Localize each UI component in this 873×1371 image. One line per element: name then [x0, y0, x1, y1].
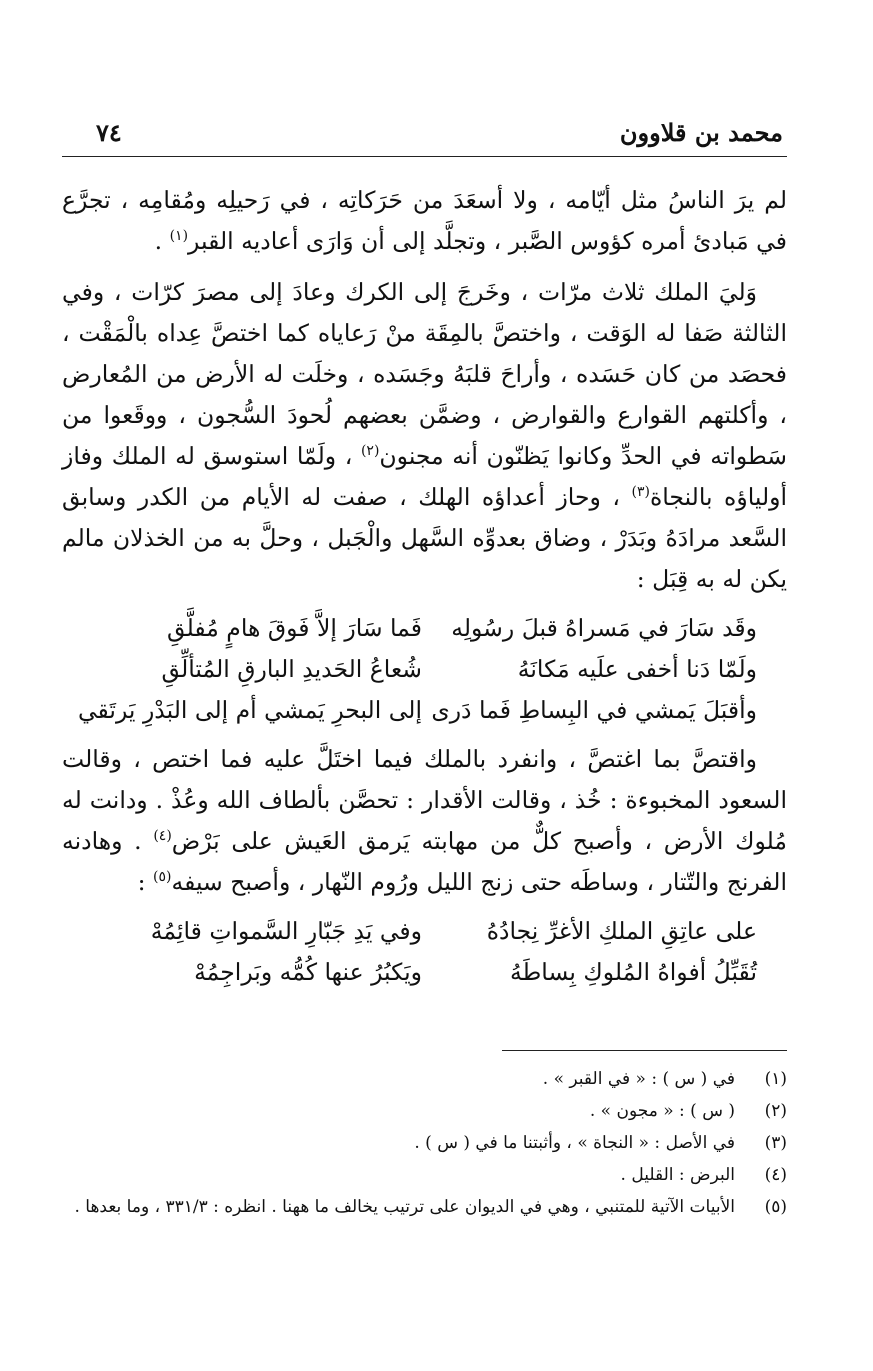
footnote-item	[62, 1095, 787, 1127]
verse-line	[62, 649, 787, 690]
footnote-marker-4[interactable]: (٤)	[153, 828, 172, 845]
main-text	[62, 180, 787, 1001]
paragraph-2-part-2: ، ولَمّا استوسق له الملك وفاز أولياؤه بالنجاة	[62, 442, 787, 511]
paragraph-2-part-3: ، وحاز أعداؤه الهلك ، صفت له الأيام من الكدر وسابق السَّعد مرادَهُ وبَدَرْ ، وضاق بعدوِّه السَّهل والْجَبل ، وحلَّ به من الخذلان مالم يكن له به قِبَل :	[62, 483, 787, 593]
footnote-marker-1[interactable]: (١)	[169, 228, 189, 245]
footnote-text: ( س ) : « مجون » .	[589, 1101, 735, 1121]
paragraph-3-part-3: :	[137, 868, 153, 896]
footnote-text: في ( س ) : « في القبر » .	[542, 1069, 735, 1089]
verse-line	[62, 911, 787, 952]
verse-first-hemistich: وقَد سَارَ في مَسراهُ قبلَ رسُولِه	[451, 614, 757, 642]
paragraph-2	[62, 272, 787, 600]
verse-first-hemistich: تُقَبِّلُ أفواهُ المُلوكِ بِساطَهُ	[509, 958, 757, 986]
verse-second-hemistich: ويَكبُرُ عنها كُمُّه وبَراجِمُهْ	[194, 958, 422, 986]
footnote-text: البرض : القليل .	[620, 1165, 735, 1185]
footnote-item	[62, 1063, 787, 1095]
footnote-number: (٣)	[764, 1133, 787, 1153]
footnote-item	[62, 1127, 787, 1159]
footnote-marker-5[interactable]: (٥)	[153, 869, 172, 886]
footnote-divider	[502, 1050, 787, 1051]
paragraph-3-part-1: واقتصَّ بما اغتصَّ ، وانفرد بالملك فيما اختَلَّ عليه فما اختص ، وقالت السعود المخبوءة : خُذ ، وقالت الأقدار : تحصَّن بألطاف الله وعُذْ . ودانت له مُلوك الأرض ، وأصبح كلٌّ من مهابته يَرمق العَيش على بَرْض	[62, 745, 788, 855]
page-number: ٧٤	[96, 118, 122, 147]
verse-second-hemistich: وفي يَدِ جَبّارِ السَّمواتِ قائِمُهْ	[150, 917, 422, 945]
paragraph-1-tail: .	[154, 227, 170, 255]
verse-second-hemistich: شُعاعُ الحَديدِ البارقِ المُتألِّقِ	[161, 655, 422, 683]
paragraph-1	[62, 180, 787, 262]
footnote-item	[62, 1191, 787, 1223]
poem-2	[62, 911, 787, 993]
footnote-text: في الأصل : « النجاة » ، وأثبتنا ما في ( س ) .	[414, 1133, 735, 1153]
verse-line	[62, 952, 787, 993]
footnote-number: (٢)	[764, 1101, 787, 1121]
verse-first-hemistich: ولَمّا دَنا أخفى علَيه مَكانَهُ	[517, 655, 757, 683]
poem-1	[62, 608, 787, 731]
verse-first-hemistich: على عاتِقِ الملكِ الأغرِّ نِجادُهُ	[486, 917, 757, 945]
footnote-number: (٤)	[764, 1165, 787, 1185]
footnote-marker-3[interactable]: (٣)	[631, 484, 650, 501]
running-title: محمد بن قلاوون	[619, 118, 783, 147]
paragraph-3-part-2: . وهادنه الفرنج والتّتار ، وساطَه حتى زنج الليل ورُوم النّهار ، وأصبح سيفه	[62, 827, 787, 896]
verse-line	[62, 690, 787, 731]
paragraph-1-text: لم يرَ الناسُ مثل أيّامه ، ولا أسعَدَ من حَرَكاتِه ، في رَحيلِه ومُقامِه ، تجرَّع في مَبادئ أمره كؤوس الصَّبر ، وتجلَّد إلى أن وَارَى أعاديه القبر	[62, 186, 787, 255]
page-header	[62, 112, 787, 157]
footnotes-section	[62, 1050, 787, 1223]
footnote-number: (٥)	[764, 1197, 787, 1217]
verse-first-hemistich: وأقبَلَ يَمشي في البِساطِ فَما دَرى	[431, 696, 757, 724]
footnote-marker-2[interactable]: (٢)	[360, 443, 380, 460]
paragraph-3	[62, 739, 787, 903]
paragraph-2-part-1: وَليَ الملك ثلاث مرّات ، وخَرجَ إلى الكرك وعادَ إلى مصرَ كرّات ، وفي الثالثة صَفا له الوَقت ، واختصَّ بالمِقَة منْ رَعاياه كما اختصَّ عِداه بالْمَقْت ، فحصَد من كان حَسَده ، وأراحَ قلبَهُ وجَسَده ، وخلَت له الأرض من المُعارض ، وأكلتهم القوارع والقوارض ، وضمَّن بعضهم لُحودَ السُّجون ، ووقَعوا من سَطواته في الحدِّ وكانوا يَظنّون أنه مجنون	[62, 278, 787, 470]
footnote-number: (١)	[764, 1069, 787, 1089]
footnote-text: الأبيات الآتية للمتنبي ، وهي في الديوان على ترتيب يخالف ما ههنا . انظره : ٣٣١/٣ ، وما بعدها .	[74, 1197, 735, 1217]
verse-line	[62, 608, 787, 649]
verse-second-hemistich: إلى البحرِ يَمشي أم إلى البَدْرِ يَرتَقي	[77, 696, 422, 724]
footnote-item	[62, 1159, 787, 1191]
verse-second-hemistich: فَما سَارَ إلاَّ فَوقَ هامٍ مُفلَّقِ	[166, 614, 422, 642]
